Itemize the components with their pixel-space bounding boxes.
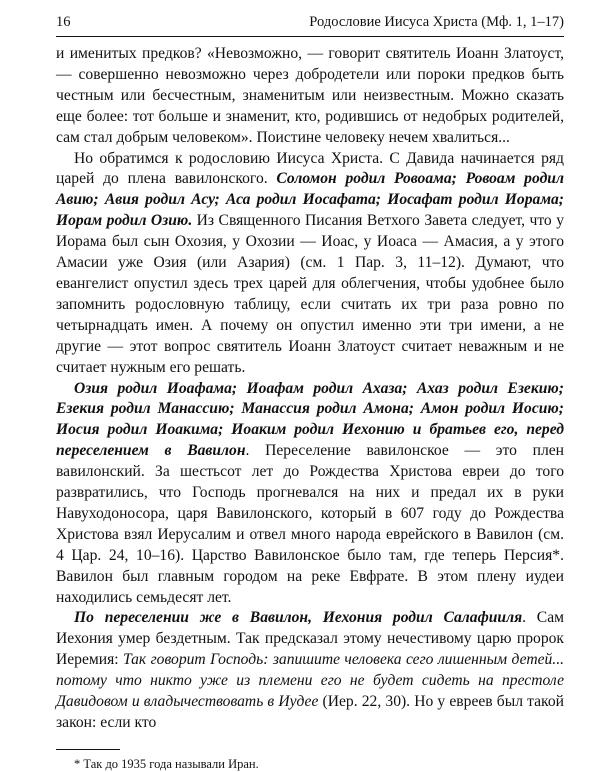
running-title: Родословие Иисуса Христа (Мф. 1, 1–17) (309, 14, 564, 30)
scripture-quote: По переселении же в Вавилон, Иехония родил Салафииля (74, 609, 523, 627)
paragraph (56, 608, 564, 733)
text-run: Из Священного Писания Ветхого Завета следует, что у Иорама был сын Охозия, у Охозии — Иоас, у Иоаса — Амасия, а у этого Амасии уже Озия (или Азария) (см. 1 Пар. 3, 11–12). Думают, что евангелист опустил здесь трех царей для облегчения, чтобы удобнее было запомнить родословную таблицу, если считать их три раза ровно по четырнадцать имен. А почему он опустил именно эти три имени, а не другие — этот вопрос святитель Иоанн Златоуст считает неважным и не считает нужным его решать. (56, 212, 564, 376)
paragraph (56, 149, 564, 379)
paragraph (56, 44, 564, 149)
page-number: 16 (56, 14, 71, 30)
body-text (56, 44, 564, 734)
prophecy-quote: Так говорит Господь: запишите человека сего лишенным детей... потому что никто уже из племени его не будет сидеть на престоле Давидовом и владычествовать в Иудее (56, 651, 564, 711)
text-run: Но обратимся к родословию Иисуса Христа. С Давида начинается ряд царей до плена вавилонского. (56, 149, 564, 188)
text-run: (Иер. 22, 30). Но у евреев был такой закон: если кто (56, 693, 564, 731)
paragraph (56, 379, 564, 609)
scripture-quote: Озия родил Иоафама; Иоафам родил Ахаза; Ахаз родил Езекию; Езекия родил Манассию; Манассия родил Амона; Амон родил Иосию; Иосия родил Иоакима; Иоаким родил Иехонию и братьев его, перед переселением в Вавилон (56, 379, 564, 460)
running-header (56, 14, 564, 37)
text-run: . Сам Иехония умер бездетным. Так предсказал этому нечестивому царю пророк Иеремия: (56, 609, 564, 669)
footnote: * Так до 1935 года называли Иран. (74, 756, 259, 771)
text-run: и именитых предков? «Невозможно, — говорит святитель Иоанн Златоуст, — совершенно невозможно через добродетели или пороки предков быть честным или бесчестным, знаменитым или неизвестным. Можно сказать еще более: тот больше и знаменит, кто, родившись от недобрых родителей, сам стал добрым человеком». Поистине человеку нечем хвалиться... (56, 45, 564, 146)
scripture-quote: Соломон родил Ровоама; Ровоам родил Авию; Авия родил Асу; Аса родил Иосафата; Иосафат родил Иорама; Иорам родил Озию. (56, 170, 564, 230)
text-run: . Переселение вавилонское — это плен вавилонский. За шестьсот лет до Рождества Христова евреи до того развратились, что Господь прогневался на них и предал их в руки Навуходоносора, царя Вавилонского, который в 607 году до Рождества Христова взял Иерусалим и отвел много народа еврейского в Вавилон (см. 4 Цар. 24, 10–16). Царство Вавилонское было там, где теперь Персия*. Вавилон был главным городом на реке Евфрате. В этом плену иудеи находились семьдесят лет. (56, 442, 565, 606)
